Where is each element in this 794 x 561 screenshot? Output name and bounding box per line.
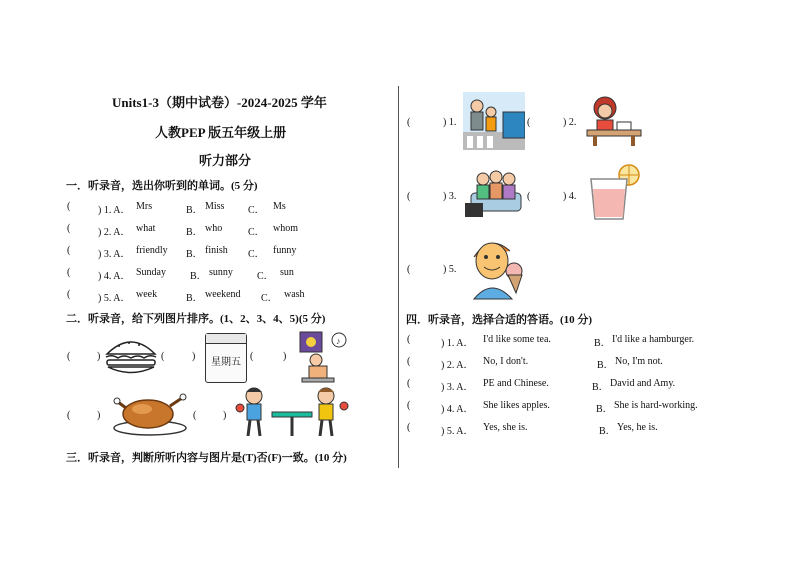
option-c: wash: [284, 289, 305, 300]
option-a: friendly: [136, 245, 168, 256]
question-number: ) 5. A．: [441, 426, 474, 437]
option-b-label: B．: [594, 338, 611, 349]
option-c: Ms: [273, 201, 286, 212]
exam-subtitle: 人教PEP 版五年级上册: [155, 125, 287, 140]
option-a: Yes, she is.: [483, 422, 528, 433]
question-number: ) 3. A．: [98, 249, 131, 260]
option-b-label: B．: [190, 271, 207, 282]
studying-girl-picture: [294, 330, 350, 386]
option-c-label: C．: [261, 293, 278, 304]
option-c: whom: [273, 223, 298, 234]
answer-paren-open[interactable]: (: [527, 117, 531, 128]
item-number: ) 1.: [443, 117, 457, 128]
option-b: I'd like a hamburger.: [612, 334, 695, 345]
option-b-label: B．: [186, 249, 203, 260]
answer-paren-open[interactable]: (: [67, 351, 71, 362]
item-number: ) 2.: [563, 117, 577, 128]
question-number: ) 4. A．: [441, 404, 474, 415]
option-b: who: [205, 223, 223, 234]
option-a: week: [136, 289, 158, 300]
question-number: ) 4. A．: [98, 271, 131, 282]
people-watching-tv-picture: [463, 165, 525, 221]
option-b: sunny: [209, 267, 233, 278]
option-c-label: C．: [248, 227, 265, 238]
calendar-day-label: 星期五: [211, 357, 241, 368]
answer-paren[interactable]: (: [407, 356, 411, 367]
answer-paren-close: ): [223, 410, 227, 421]
option-a: Sunday: [136, 267, 166, 278]
option-b: weekend: [205, 289, 241, 300]
girl-writing-picture: [583, 94, 645, 146]
option-a: what: [136, 223, 156, 234]
answer-paren[interactable]: (: [407, 334, 411, 345]
option-b: Yes, he is.: [617, 422, 658, 433]
answer-paren[interactable]: (: [407, 400, 411, 411]
item-number: ) 5.: [443, 264, 457, 275]
answer-paren-open[interactable]: (: [407, 117, 411, 128]
option-b-label: B．: [596, 404, 613, 415]
option-c: sun: [280, 267, 294, 278]
option-b-label: B．: [592, 382, 609, 393]
item-number: ) 3.: [443, 191, 457, 202]
option-b-label: B．: [186, 227, 203, 238]
crossing-street-picture: [463, 92, 525, 150]
ping-pong-picture: [232, 384, 352, 444]
column-divider: [398, 86, 399, 468]
question-number: ) 2. A．: [441, 360, 474, 371]
option-b: She is hard-working.: [614, 400, 698, 411]
answer-paren[interactable]: (: [407, 422, 411, 433]
answer-paren[interactable]: (: [407, 378, 411, 389]
answer-paren-close: ): [97, 351, 101, 362]
exam-title: Units1-3（期中试卷）-2024-2025 学年: [112, 95, 327, 110]
answer-paren[interactable]: (: [67, 267, 71, 278]
option-b: Miss: [205, 201, 225, 212]
option-b-label: B．: [186, 293, 203, 304]
answer-paren-open[interactable]: (: [161, 351, 165, 362]
option-c-label: C．: [248, 249, 265, 260]
answer-paren-close: ): [97, 410, 101, 421]
option-a: I'd like some tea.: [483, 334, 551, 345]
svg-text:♪: ♪: [336, 336, 341, 346]
section2-heading: 二．听录音，给下列图片排序。(1、2、3、4、5)(5 分): [66, 313, 326, 325]
option-b-label: B．: [599, 426, 616, 437]
option-c-label: C．: [248, 205, 265, 216]
answer-paren[interactable]: (: [67, 223, 71, 234]
question-number: ) 1. A．: [98, 205, 131, 216]
option-b-label: B．: [186, 205, 203, 216]
answer-paren-close: ): [283, 351, 287, 362]
boy-ice-cream-picture: [466, 235, 528, 301]
answer-paren[interactable]: (: [67, 201, 71, 212]
option-a: Mrs: [136, 201, 153, 212]
calendar-picture: [205, 333, 247, 383]
option-a: PE and Chinese.: [483, 378, 549, 389]
answer-paren[interactable]: (: [67, 245, 71, 256]
answer-paren-open[interactable]: (: [407, 191, 411, 202]
hamburger-picture: [104, 334, 158, 376]
question-number: ) 2. A．: [98, 227, 131, 238]
answer-paren-open[interactable]: (: [527, 191, 531, 202]
option-b: No, I'm not.: [615, 356, 663, 367]
answer-paren-open[interactable]: (: [67, 410, 71, 421]
option-b: David and Amy.: [610, 378, 676, 389]
question-number: ) 1. A．: [441, 338, 474, 349]
answer-paren[interactable]: (: [67, 289, 71, 300]
answer-paren-close: ): [192, 351, 196, 362]
question-number: ) 5. A．: [98, 293, 131, 304]
section4-heading: 四．听录音，选择合适的答语。(10 分): [406, 314, 593, 326]
answer-paren-open[interactable]: (: [250, 351, 254, 362]
option-b: finish: [205, 245, 228, 256]
section3-heading: 三．听录音，判断所听内容与图片是(T)否(F)一致。(10 分): [66, 452, 347, 464]
option-a: No, I don't.: [483, 356, 529, 367]
option-c: funny: [273, 245, 297, 256]
roast-chicken-picture: [112, 390, 188, 436]
calendar-binding: [206, 334, 246, 344]
answer-paren-open[interactable]: (: [407, 264, 411, 275]
part-title: 听力部分: [199, 153, 252, 168]
section1-heading: 一．听录音，选出你听到的单词。(5 分): [66, 180, 258, 192]
item-number: ) 4.: [563, 191, 577, 202]
option-b-label: B．: [597, 360, 614, 371]
answer-paren-open[interactable]: (: [193, 410, 197, 421]
option-c-label: C．: [257, 271, 274, 282]
question-number: ) 3. A．: [441, 382, 474, 393]
option-a: She likes apples.: [483, 400, 550, 411]
juice-glass-picture: [585, 163, 643, 223]
